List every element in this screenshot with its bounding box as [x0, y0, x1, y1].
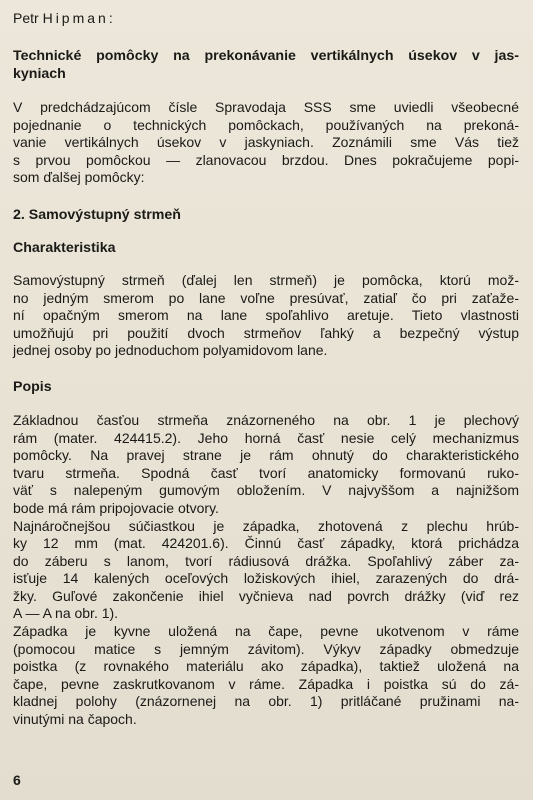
text-line: vanie vertikálnych úsekov v jaskyniach. Zoznámili sme Vás tiež	[13, 134, 519, 151]
text-line: no jedným smerom po lane voľne presúvať, zatiaľ čo pri zaťaže-	[13, 289, 519, 306]
characteristics-heading: Charakteristika	[13, 239, 116, 256]
text-line: A — A na obr. 1).	[13, 605, 119, 622]
text-line: rám (mater. 424415.2). Jeho horná časť nesie celý mechanizmus	[13, 429, 519, 446]
text-line: ní opačným smerom na lane spoľahlivo aretuje. Tieto vlastnosti	[13, 307, 519, 324]
text-line: väť s nalepeným gumovým obložením. V najvyššom a najnižšom	[13, 482, 519, 499]
text-line: žky. Guľové zakončenie ihiel vyčnieva nad povrch drážky (viď rez	[13, 587, 519, 604]
text-line: umožňujú pri použití dvoch strmeňov ľahký a bezpečný výstup	[13, 324, 519, 341]
text-line: isťuje 14 kalených oceľových ložiskových ihiel, zarazených do drá-	[13, 570, 519, 587]
text-line: (pomocou matice s jemným závitom). Výkyv západky obmedzuje	[13, 640, 519, 657]
characteristics-paragraph	[13, 272, 519, 360]
text-line: do záberu s lanom, tvorí rádiusová drážka. Spoľahlivý záber za-	[13, 552, 519, 569]
author-last-name: Hipman:	[42, 10, 116, 26]
text-line: Základnou časťou strmeňa znázorneného na obr. 1 je plechový	[13, 411, 519, 428]
page-number: 6	[13, 772, 21, 788]
text-line: jednej osoby po jednoduchom polyamidovom lane.	[13, 342, 328, 359]
description-paragraph-1	[13, 412, 519, 518]
text-line: bode má rám pripojovacie otvory.	[13, 499, 219, 516]
text-line: vinutými na čapoch.	[13, 711, 137, 728]
text-line: tvaru strmeňa. Spodná časť tvorí anatomicky formovanú ruko-	[13, 464, 519, 481]
intro-paragraph	[13, 99, 519, 187]
text-line: Západka je kyvne uložená na čape, pevne ukotvenom v ráme	[13, 623, 519, 640]
description-paragraph-2	[13, 518, 519, 624]
article-title	[13, 47, 519, 83]
text-line: V predchádzajúcom čísle Spravodaja SSS sme uviedli všeobecné	[13, 99, 519, 115]
description-paragraph-3	[13, 623, 519, 729]
text-line: ky 12 mm (mat. 424201.6). Činnú časť západky, ktorá prichádza	[13, 535, 519, 552]
text-line: pojednanie o technických pomôckach, používaných na prekoná-	[13, 116, 519, 133]
author-line	[13, 9, 519, 27]
text-line: kladnej polohy (znázornenej na obr. 1) pritláčané pružinami na-	[13, 693, 519, 710]
text-line: som ďalšej pomôcky:	[13, 169, 145, 186]
text-line: Samovýstupný strmeň (ďalej len strmeň) je pomôcka, ktorú mož-	[13, 271, 519, 288]
text-line: Najnáročnejšou súčiastkou je západka, zhotovená z plechu hrúb-	[13, 517, 519, 534]
text-line: s prvou pomôckou — zlanovacou brzdou. Dnes pokračujeme popi-	[13, 151, 519, 168]
title-line: kyniach	[13, 66, 66, 82]
text-line: čape, pevne zaskrutkovanom v ráme. Západka i poistka sú do zá-	[13, 675, 519, 692]
section-heading: 2. Samovýstupný strmeň	[13, 206, 181, 223]
title-line: Technické pomôcky na prekonávanie vertikálnych úsekov v jas-	[13, 48, 519, 64]
author-first-name: Petr	[13, 10, 39, 26]
text-line: poistka (z rovnakého materiálu ako západka), taktiež uložená na	[13, 658, 519, 675]
text-line: pomôcky. Na pravej strane je rám ohnutý do charakteristického	[13, 447, 519, 464]
description-heading: Popis	[13, 378, 52, 395]
